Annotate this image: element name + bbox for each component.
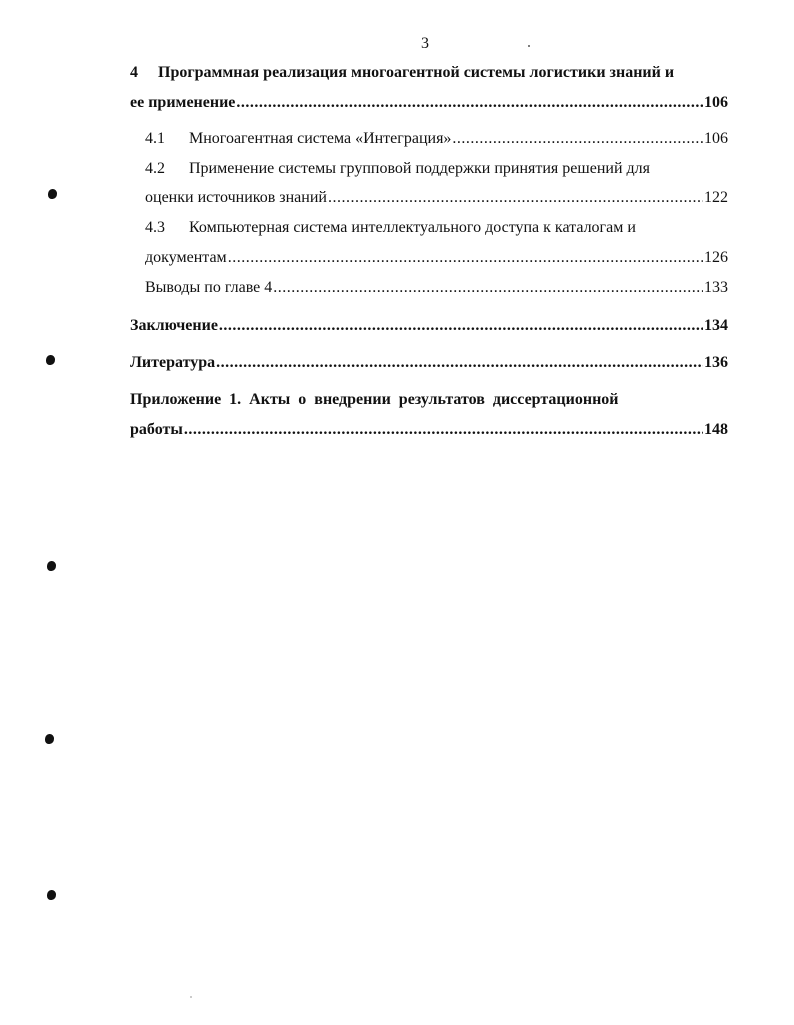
toc-leader-dots: [184, 421, 703, 439]
toc-page-number: 136: [704, 354, 728, 371]
toc-page-number: 122: [704, 189, 728, 206]
toc-page-number: 106: [704, 130, 728, 147]
toc-chapter-title: Заключение: [130, 317, 218, 334]
toc-leader-dots: [273, 279, 703, 297]
toc-appendix1[interactable]: [130, 391, 662, 409]
toc-section-4-2-cont[interactable]: [145, 189, 728, 207]
toc-section-number: 4.3: [145, 219, 165, 236]
toc-conclusion[interactable]: [130, 317, 728, 335]
toc-chapter-title-line1: Приложение 1. Акты о внедрении результатов диссертационной: [130, 391, 619, 408]
binder-hole-mark: [47, 890, 56, 900]
toc-page-number: 106: [704, 94, 728, 111]
binder-hole-mark: [45, 734, 54, 744]
toc-section-number: 4.2: [145, 160, 165, 177]
toc-section-title-line1: Применение системы групповой поддержки принятия решений для: [189, 160, 650, 177]
binder-hole-mark: [48, 189, 57, 199]
toc-chapter-number: 4: [130, 64, 138, 81]
toc-chapter-title-line2: работы: [130, 421, 183, 438]
toc-leader-dots: [228, 249, 703, 267]
toc-section-title-line2: документам: [145, 249, 227, 266]
toc-leader-dots: [328, 189, 703, 207]
toc-literature[interactable]: [130, 354, 728, 372]
toc-chapter-title: Литература: [130, 354, 216, 371]
toc-leader-dots: [452, 130, 703, 148]
toc-section-4-2[interactable]: [145, 160, 728, 178]
toc-section-number: 4.1: [145, 130, 165, 147]
scan-speck: [190, 996, 192, 998]
toc-conclusions-chapter4[interactable]: [145, 279, 728, 297]
toc-page-number: 148: [704, 421, 728, 438]
binder-hole-mark: [47, 561, 56, 571]
toc-section-4-1[interactable]: [145, 130, 728, 148]
toc-section-title: Выводы по главе 4: [145, 279, 273, 296]
toc-leader-dots: [236, 94, 703, 112]
toc-section-title-line1: Компьютерная система интеллектуального доступа к каталогам и: [189, 219, 636, 236]
toc-leader-dots: [219, 317, 703, 335]
toc-chapter-title-line1: Программная реализация многоагентной системы логистики знаний и: [158, 64, 675, 81]
page-number: 3: [421, 35, 429, 52]
toc-page-number: 126: [704, 249, 728, 266]
toc-page-number: 133: [704, 279, 728, 296]
toc-chapter4-heading[interactable]: [130, 64, 728, 82]
toc-page-number: 134: [704, 317, 728, 334]
toc-section-title-line2: оценки источников знаний: [145, 189, 327, 206]
toc-section-4-3[interactable]: [145, 219, 728, 237]
binder-hole-mark: [46, 355, 55, 365]
toc-appendix1-cont[interactable]: [130, 421, 728, 439]
toc-leader-dots: [216, 354, 703, 372]
toc-section-title: Многоагентная система «Интеграция»: [189, 130, 452, 147]
toc-section-4-3-cont[interactable]: [145, 249, 728, 267]
toc-chapter4-heading-cont[interactable]: [130, 94, 728, 112]
scan-speck: [528, 45, 530, 47]
toc-chapter-title-line2: ее применение: [130, 94, 236, 111]
